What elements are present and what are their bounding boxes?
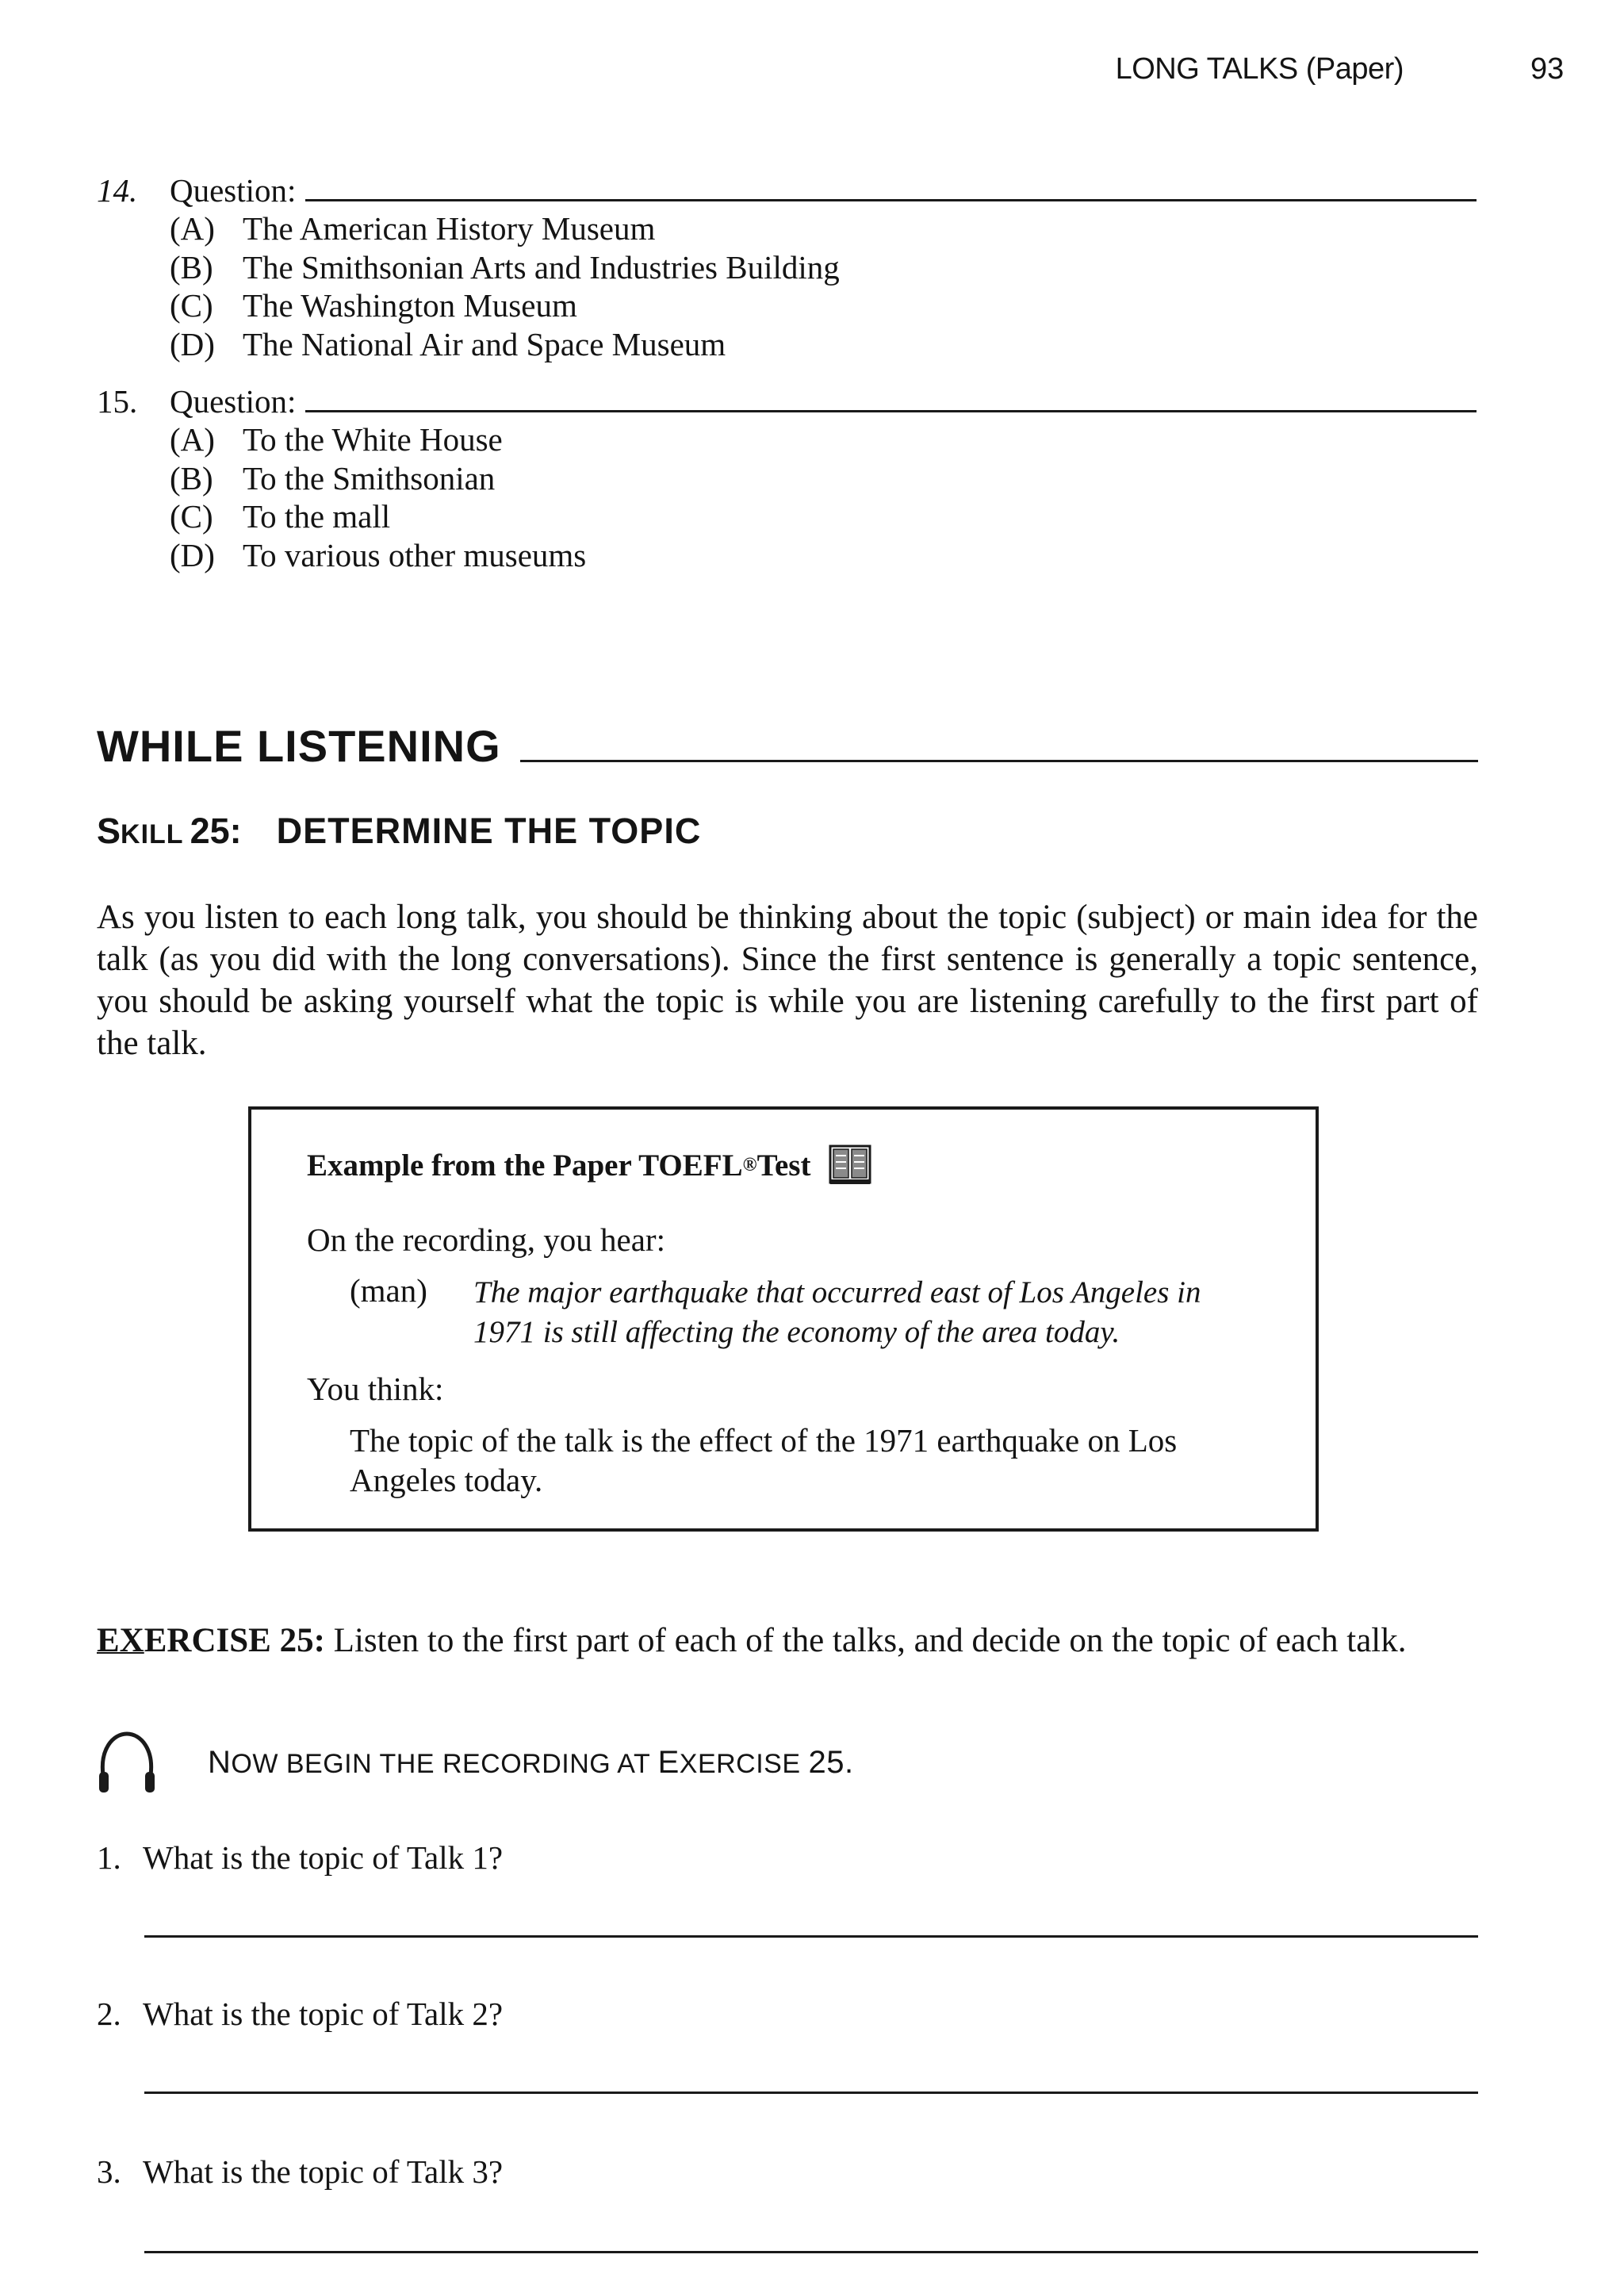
option-letter: (A) xyxy=(170,210,215,247)
skill-label-initial: S xyxy=(97,811,121,851)
answer-line[interactable] xyxy=(144,2092,1478,2094)
question-blank-line[interactable] xyxy=(305,410,1477,412)
section-heading xyxy=(97,720,1478,772)
answer-line[interactable] xyxy=(144,1935,1478,1938)
example-hear-label: On the recording, you hear: xyxy=(307,1221,665,1258)
skill-number: 25: xyxy=(190,811,242,851)
option-letter: (D) xyxy=(170,536,215,573)
answer-option xyxy=(97,325,1477,364)
rec-text-part: XERCISE xyxy=(679,1748,809,1779)
option-text: The Smithsonian Arts and Industries Building xyxy=(243,248,840,286)
option-letter: (A) xyxy=(170,421,215,458)
question-number: 15. xyxy=(97,383,138,420)
exercise-label-prefix: EX xyxy=(97,1622,144,1659)
answer-option xyxy=(97,248,1477,287)
rec-cap-n: N xyxy=(208,1744,232,1780)
item-number: 3. xyxy=(97,2153,121,2190)
option-text: The American History Museum xyxy=(243,210,656,247)
page-number: 93 xyxy=(1530,52,1565,86)
option-text: The National Air and Space Museum xyxy=(243,325,726,362)
example-title-end: Test xyxy=(756,1148,811,1183)
exercise-text: Listen to the first part of each of the talks, and decide on the topic of each talk. xyxy=(324,1622,1407,1659)
item-question: What is the topic of Talk 3? xyxy=(143,2153,504,2190)
answer-line[interactable] xyxy=(144,2251,1478,2253)
item-number: 1. xyxy=(97,1839,121,1876)
exercise-item xyxy=(97,2153,1478,2191)
option-letter: (C) xyxy=(170,498,213,535)
option-text: To the mall xyxy=(243,498,391,535)
recording-cue xyxy=(97,1729,854,1796)
example-title-text: Example from the Paper TOEFL xyxy=(307,1148,743,1183)
example-speaker: (man) xyxy=(350,1272,427,1309)
registered-mark: ® xyxy=(742,1154,757,1175)
question-number: 14. xyxy=(97,172,138,209)
option-letter: (C) xyxy=(170,287,213,324)
example-title xyxy=(307,1143,872,1187)
example-answer: The topic of the talk is the effect of the 1971 earthquake on Los Angeles today. xyxy=(350,1422,1178,1498)
skill-title: DETERMINE THE TOPIC xyxy=(276,811,702,851)
section-title: WHILE LISTENING xyxy=(97,721,501,771)
recording-text xyxy=(208,1745,854,1781)
rec-cap-e: E xyxy=(657,1744,680,1780)
item-number: 2. xyxy=(97,1996,121,2032)
item-question: What is the topic of Talk 2? xyxy=(143,1996,504,2032)
answer-option xyxy=(97,459,1477,498)
exercise-instructions xyxy=(97,1620,1478,1662)
example-think-label: You think: xyxy=(307,1371,444,1407)
running-head: LONG TALKS (Paper) xyxy=(1115,52,1404,86)
headphones-icon xyxy=(97,1729,157,1796)
question-14 xyxy=(97,170,1477,363)
question-15 xyxy=(97,381,1477,574)
example-quote: The major earthquake that occurred east of Los Angeles in 1971 is still affecting the economy of the area today. xyxy=(473,1275,1201,1349)
option-letter: (B) xyxy=(170,459,213,497)
skill-heading xyxy=(97,811,701,852)
section-rule xyxy=(520,760,1478,762)
question-label: Question: xyxy=(170,172,297,209)
option-text: To the Smithsonian xyxy=(243,459,496,497)
exercise-item xyxy=(97,1838,1478,1877)
rec-number: 25. xyxy=(808,1744,854,1780)
rec-text-part: OW BEGIN THE RECORDING AT xyxy=(231,1748,658,1779)
answer-option xyxy=(97,209,1477,248)
answer-option xyxy=(97,497,1477,536)
exercise-label xyxy=(97,1622,325,1659)
option-text: To various other museums xyxy=(243,536,587,573)
answer-option xyxy=(97,536,1477,575)
option-text: The Washington Museum xyxy=(243,287,577,324)
answer-option xyxy=(97,420,1477,459)
option-letter: (B) xyxy=(170,248,213,286)
example-box xyxy=(248,1106,1319,1532)
exercise-label-rest: ERCISE 25: xyxy=(144,1622,325,1659)
item-question: What is the topic of Talk 1? xyxy=(143,1839,504,1876)
intro-paragraph: As you listen to each long talk, you should be thinking about the topic (subject) or main idea for the talk (as you did with the long conversations). Since the first sentence is generally a topic sentence, you should be asking yourself what the topic is while you are listening carefully to the first part of the talk. xyxy=(97,899,1478,1062)
skill-label-rest: KILL xyxy=(121,819,184,849)
question-label: Question: xyxy=(170,383,297,420)
exercise-item xyxy=(97,1995,1478,2033)
option-letter: (D) xyxy=(170,325,215,362)
book-icon xyxy=(828,1143,872,1187)
question-blank-line[interactable] xyxy=(305,199,1477,201)
option-text: To the White House xyxy=(243,421,503,458)
answer-option xyxy=(97,286,1477,325)
